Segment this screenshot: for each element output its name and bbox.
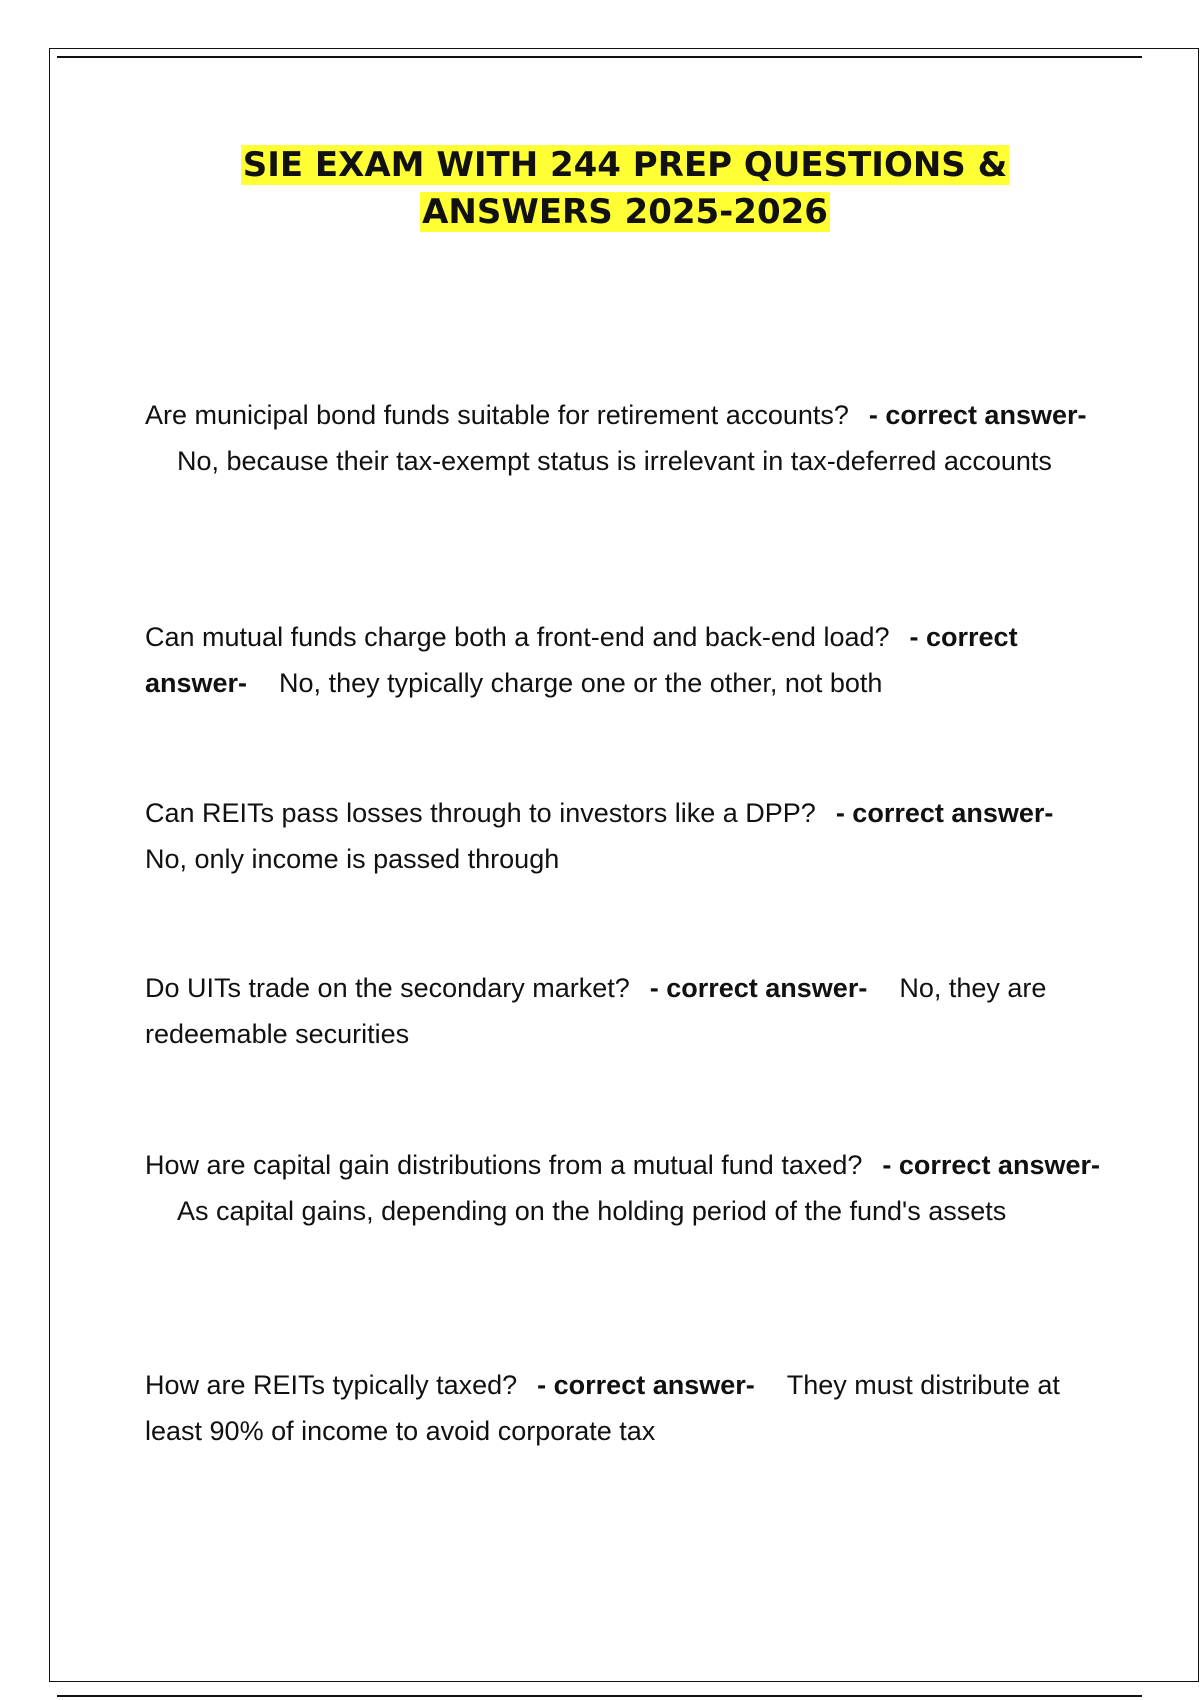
answer-text: No, because their tax-exempt status is irrelevant in tax-deferred accounts <box>177 446 1052 476</box>
question-text: How are capital gain distributions from a mutual fund taxed? <box>145 1150 863 1180</box>
answer-marker: - correct answer- <box>835 798 1054 828</box>
top-rule <box>57 56 1142 58</box>
answer-marker: - correct answer- <box>882 1150 1100 1180</box>
answer-marker: - correct answer- <box>868 400 1087 430</box>
qa-item <box>145 392 1105 484</box>
qa-item <box>145 1362 1105 1454</box>
question-text: Do UITs trade on the secondary market? <box>145 973 630 1003</box>
question-text: Can REITs pass losses through to investors like a DPP? <box>145 798 816 828</box>
answer-text: No, only income is passed through <box>145 844 560 874</box>
qa-item <box>145 614 1105 706</box>
answer-text: As capital gains, depending on the holding period of the fund's assets <box>177 1196 1007 1226</box>
question-text: Can mutual funds charge both a front-end and back-end load? <box>145 622 890 652</box>
bottom-rule <box>57 1695 1142 1697</box>
answer-marker: - correct answer- <box>537 1370 755 1400</box>
answer-marker: - correct answer- <box>145 622 1018 698</box>
answer-text: No, they are redeemable securities <box>145 973 1047 1049</box>
qa-item <box>145 965 1105 1057</box>
title-line-2: ANSWERS 2025-2026 <box>422 192 828 232</box>
answer-text: No, they typically charge one or the other, not both <box>279 668 883 698</box>
title-line-1: SIE EXAM WITH 244 PREP QUESTIONS & <box>242 145 1008 185</box>
qa-item <box>145 790 1105 882</box>
document-title <box>120 142 1130 236</box>
answer-marker: - correct answer- <box>649 973 868 1003</box>
answer-text: They must distribute at least 90% of income to avoid corporate tax <box>145 1370 1060 1446</box>
question-text: Are municipal bond funds suitable for retirement accounts? <box>145 400 849 430</box>
qa-item <box>145 1142 1105 1234</box>
question-text: How are REITs typically taxed? <box>145 1370 518 1400</box>
